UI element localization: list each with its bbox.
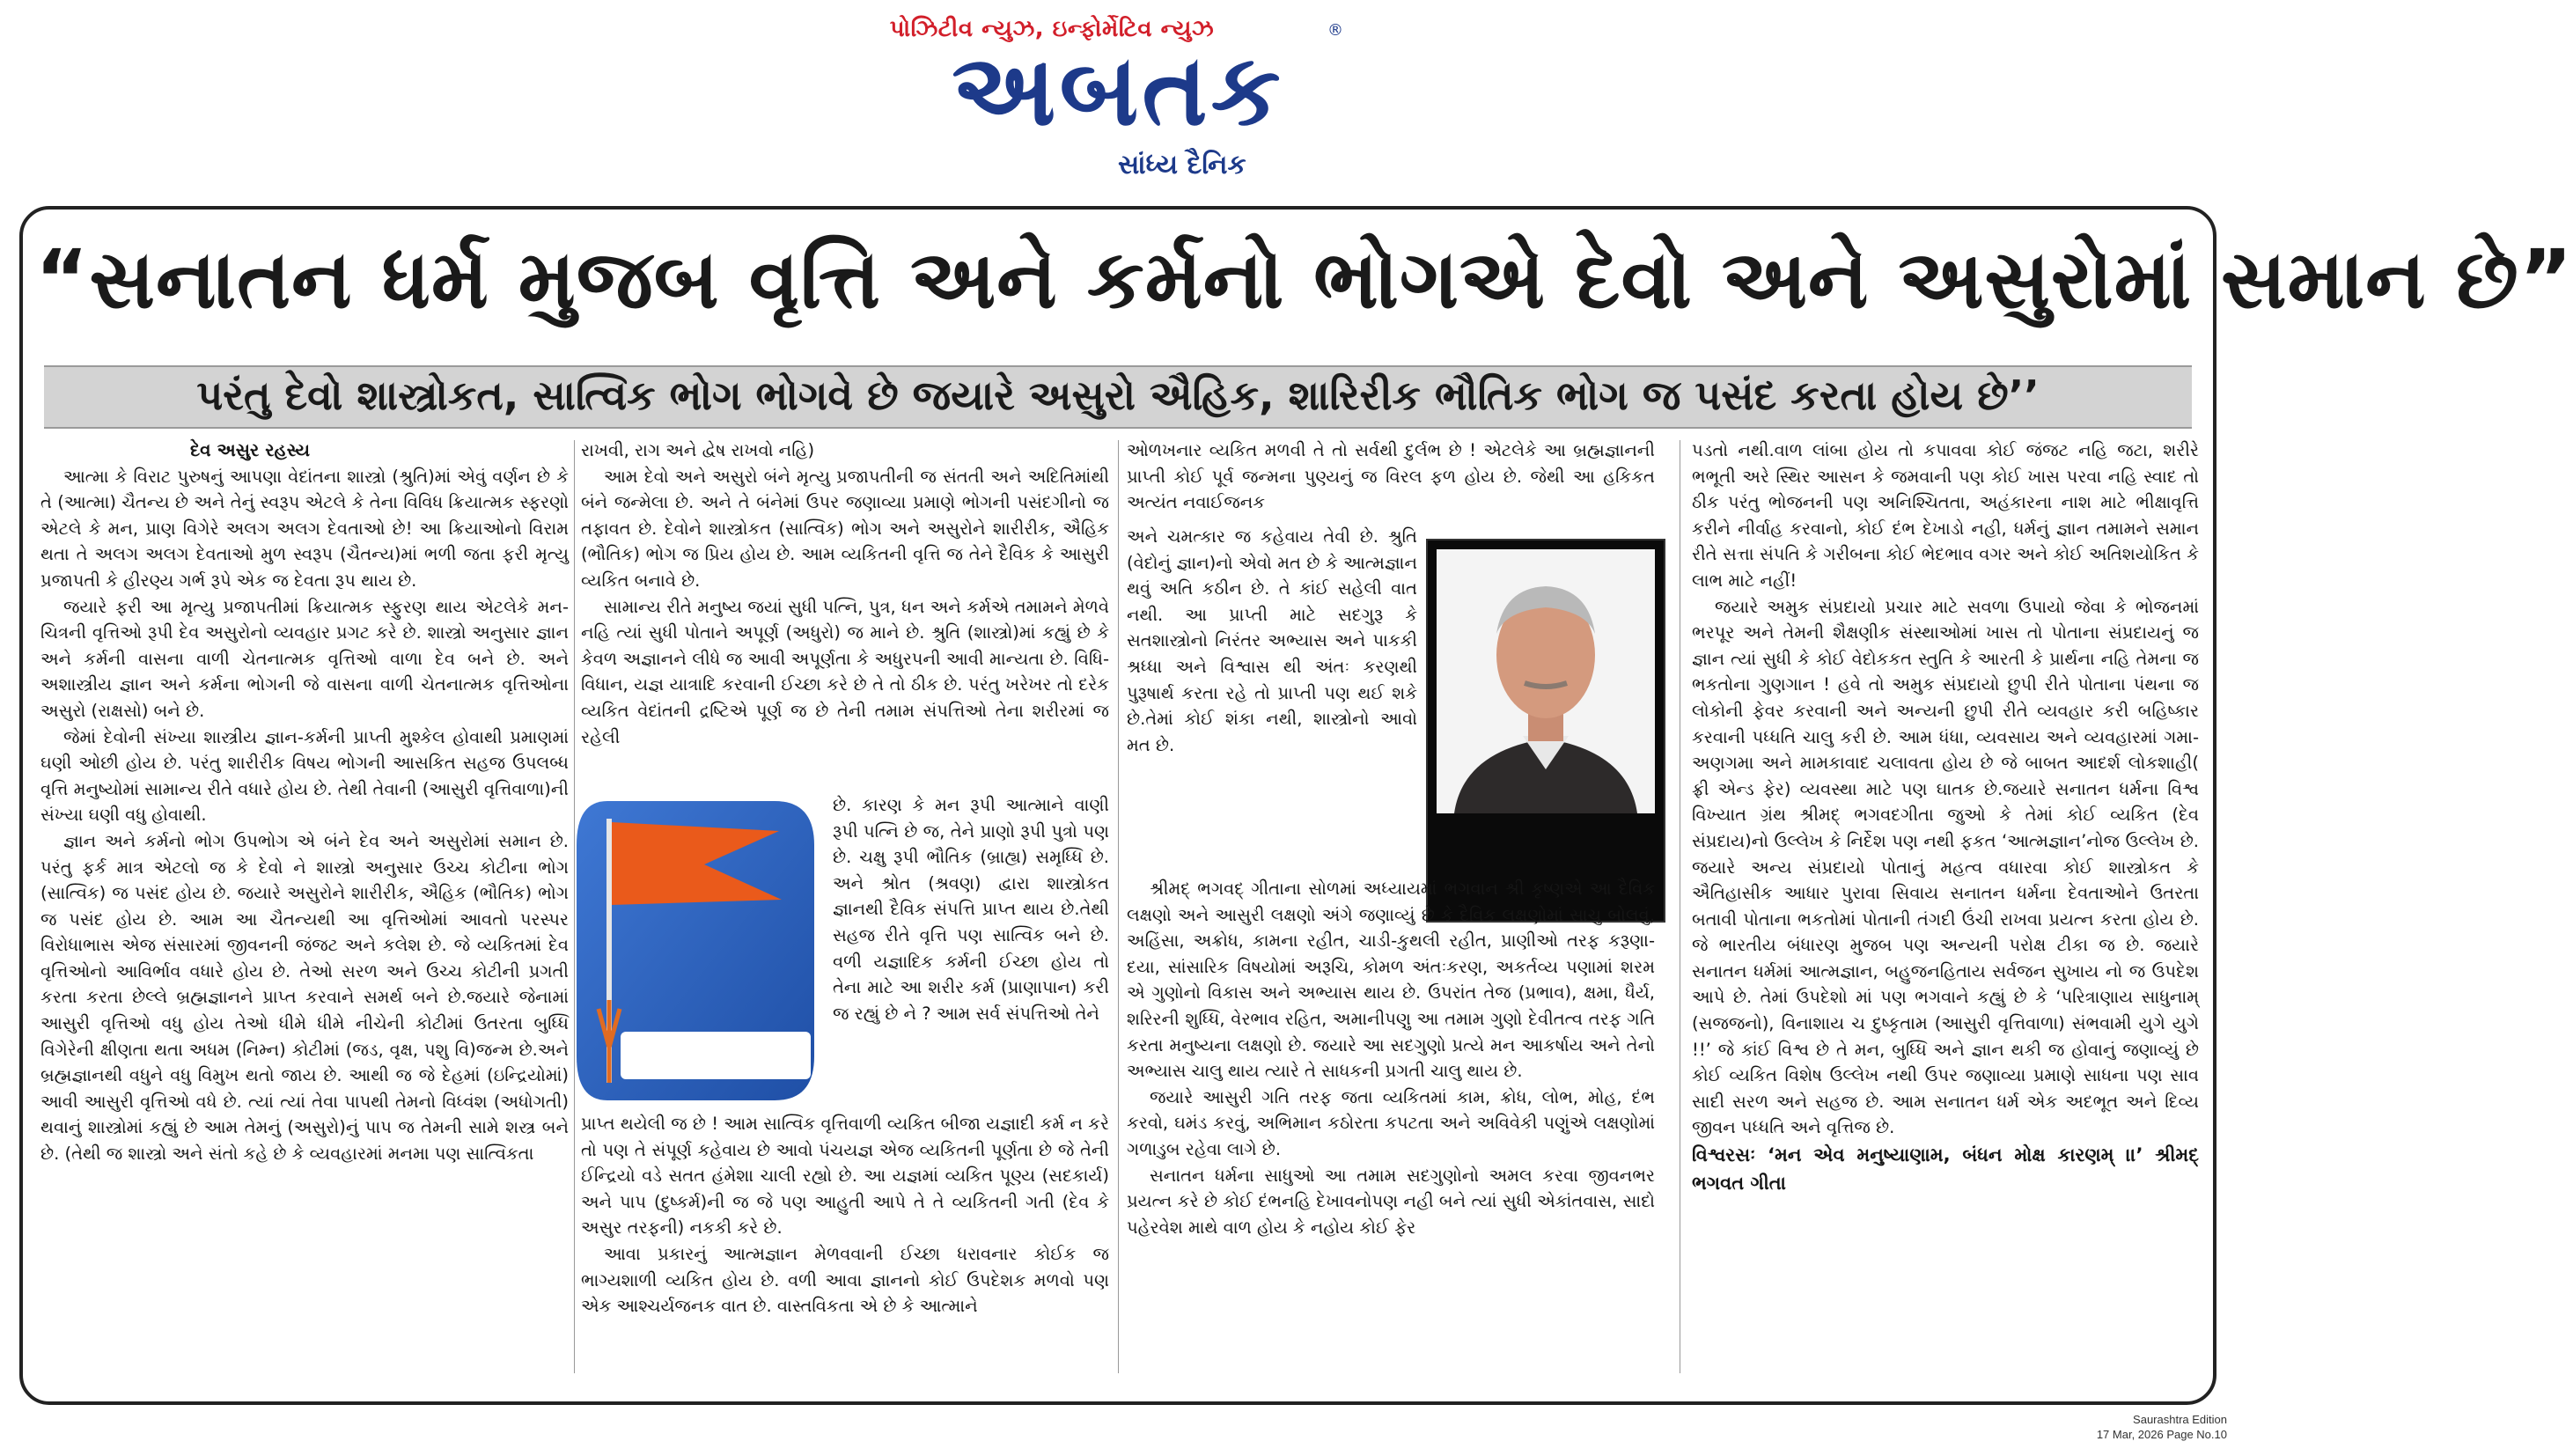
article-column-2-side bbox=[833, 792, 1109, 1109]
paragraph: છે. કારણ કે મન રૂપી આત્માને વાણી રૂપી પત્નિ છે જ, તેને પ્રાણો રૂપી પુત્રો પણ છે. ચક્ષુ રૂપી ભૌતિક (બ્રાહ્ય) સમૃધ્ધિ છે. અને શ્રોત (શ્રવણ) દ્વારા શાસ્ત્રોકત જ્ઞાનથી દૈવિક સંપત્તિ પ્રાપ્ત થાય છે.તેથી સહજ રીતે વૃત્તિ પણ સાત્વિક બને છે. વળી યજ્ઞાદિક કર્મની ઈચ્છા હોય તો તેના માટે આ શરીર કર્મ (પ્રાણાપાન) કરી જ રહ્યું છે ને ? આમ સર્વ સંપત્તિઓ તેને bbox=[833, 795, 1109, 1024]
masthead-subtitle: સાંધ્ય દૈનિક bbox=[1118, 150, 1246, 180]
paragraph: જયારે ફરી આ મૃત્યુ પ્રજાપતીમાં ક્રિયાત્મક સ્ફુરણ થાય એટલેકે મન-ચિત્રની વૃત્તિઓ રૂપી દેવ અસુરોનો વ્યવહાર પ્રગટ કરે છે. શાસ્ત્રો અનુસાર જ્ઞાન અને કર્મની વાસના વાળી ચેતનાત્મક વૃત્તિઓ વાળા દેવ બને છે. અને અશાસ્ત્રીય જ્ઞાન અને કર્મના ભોગની જે વાસના વાળી ચેતનાત્મક વૃત્તિઓના અસુરો (રાક્ષસો) બને છે. bbox=[40, 596, 569, 721]
paragraph: ઓળખનાર વ્યકિત મળવી તે તો સર્વથી દુર્લભ છે ! એટલેકે આ બ્રહ્મજ્ઞાનની પ્રાપ્તી કોઈ પૂર્વ જન્મના પુણ્યનું જ વિરલ ફળ હોય છે. જેથી આ હકિકત અત્યંત નવાઈજનક bbox=[1127, 440, 1655, 513]
article-headline: “સનાતન ધર્મ મુજબ વૃત્તિ અને કર્મનો ભોગએ દેવો અને અસુરોમાં સમાન છે” bbox=[35, 232, 2573, 327]
paragraph: આત્મા કે વિરાટ પુરુષનું આપણા વેદાંતના શાસ્ત્રો (શ્રુતિ)માં એવું વર્ણન છે કે તે (આત્મા) ચૈતન્ય છે અને તેનું સ્વરૂપ એટલે કે તેના વિવિધ ક્રિયાત્મક સ્ફરણો એટલે કે મન, પ્રાણ વિગેરે અલગ અલગ દેવતાઓ છે! આ ક્રિયાઓનો વિરામ થતા તે અલગ અલગ દેવતાઓ મુળ સ્વરૂપ (ચૈતન્ય)માં ભળી જતા ફરી મૃત્યુ પ્રજાપતી કે હીરણ્ય ગર્ભ રૂપે એક જ દેવતા રૂપ થાય છે. bbox=[40, 466, 569, 591]
article-column-1 bbox=[40, 438, 569, 1371]
paragraph: પ્રાપ્ત થયેલી જ છે ! આમ સાત્વિક વૃત્તિવાળી વ્યકિત બીજા યજ્ઞાદી કર્મ ન કરે તો પણ તે સંપૂર્ણ કહેવાય છે આવો પંચયજ્ઞ એજ વ્યકિતની પૂર્ણતા છે જે તેની ઈન્દ્રિયો વડે સતત હંમેશા ચાલી રહ્યો છે. આ યજ્ઞમાં વ્યકિત પૂણ્ય (સદકાર્ય) અને પાપ (દુષ્કર્મ)ની જ જે પણ આહુતી આપે તે તે વ્યકિતની ગતી (દેવ કે અસુર તરફની) નકકી કરે છે. bbox=[581, 1114, 1109, 1239]
sanatan-badge-graphic bbox=[572, 792, 827, 1109]
paragraph: સામાન્ય રીતે મનુષ્ય જયાં સુધી પત્નિ, પુત્ર, ધન અને કર્મએ તમામને મેળવે નહિ ત્યાં સુધી પોતાને અપૂર્ણ (અધુરો) જ માને છે. શ્રુતિ (શાસ્ત્રો)માં કહ્યું છે કે કેવળ અજ્ઞાનને લીધે જ આવી અપૂર્ણતા કે અધુરપની આવી માન્યતા છે. વિધિ-વિધાન, યજ્ઞ યાત્રાદિ કરવાની ઈચ્છા કરે છે તે તો ઠીક છે. પરંતુ ખરેખર તો દરેક વ્યકિત વેદાંતની દ્રષ્ટિએ પૂર્ણ જ છે તેની તમામ સંપત્તિઓ તેના શરીરમાં જ રહેલી bbox=[581, 596, 1109, 747]
date-page-label: 17 Mar, 2026 Page No.10 bbox=[2096, 1428, 2227, 1441]
author-box bbox=[1426, 539, 1665, 923]
paragraph: જ્ઞાન અને કર્મનો ભોગ ઉપભોગ એ બંને દેવ અને અસુરોમાં સમાન છે. પરંતુ ફર્ક માત્ર એટલો જ કે દેવો ને શાસ્ત્રો અનુસાર ઉચ્ચ કોટીના ભોગ (સાત્વિક) જ પસંદ હોય છે. જયારે અસુરોને શારીરીક, ઐહિક (ભૌતિક) ભોગ જ પસંદ હોય છે. આમ આ ચૈતન્યથી આ વૃત્તિઓમાં આવતો પરસ્પર વિરોધાભાસ એજ સંસારમાં જીવનની જંજટ અને કલેશ છે. જે વ્યકિતમાં દેવ વૃત્તિઓનો આવિર્ભાવ વધારે હોય છે. તેઓ સરળ અને ઉચ્ચ કોટીની પ્રગતી કરતા કરતા છેલ્લે બ્રહ્મજ્ઞાનને પ્રાપ્ત કરવાને સમર્થ બને છે.જયારે જેનામાં આસુરી વૃત્તિઓ વધુ હોય તેઓ ધીમે ધીમે નીચેની કોટીમાં ઉતરતા બુધ્ધિ વિગેરેની ક્ષીણતા થતા અધમ (નિમ્ન) કોટીમાં (જડ, વૃક્ષ, પશુ વિ)જન્મ છે.અને બ્રહ્મજ્ઞાનથી વધુને વધુ વિમુખ થતો જાય છે. આથી જ જે દેહમાં (ઇન્દ્રિયોમાં) આવી આસુરી વૃત્તિઓ વધે છે. ત્યાં ત્યાં તેવા પાપથી તેમનો વિધ્વંશ (અધોગતી) થવાનું શાસ્ત્રોમાં કહ્યું છે આમ તેમનું (અસુરો)નું પાપ જ તેમની સામે શસ્ત્ર બને છે. (તેથી જ શાસ્ત્રો અને સંતો કહે છે કે વ્યવહારમાં મનમા પણ સાત્વિકતા bbox=[40, 830, 569, 1165]
paragraph: આવા પ્રકારનું આત્મજ્ઞાન મેળવવાની ઈચ્છા ધરાવનાર કોઈક જ ભાગ્યશાળી વ્યકિત હોય છે. વળી આવા જ્ઞાનનો કોઈ ઉપદેશક મળવો પણ એક આશ્ચર્યજનક વાત છે. વાસ્તવિકતા એ છે કે આત્માને bbox=[581, 1243, 1109, 1317]
article-column-3-side bbox=[1127, 524, 1417, 876]
paragraph: રાખવી, રાગ અને દ્વેષ રાખવો નહિ) bbox=[581, 440, 815, 460]
section-heading: દેવ અસુર રહસ્ય bbox=[190, 439, 311, 460]
article-column-4 bbox=[1692, 438, 2199, 1371]
paragraph: અને ચમત્કાર જ કહેવાય તેવી છે. શ્રુતિ (વેદોનું જ્ઞાન)નો એવો મત છે કે આત્મજ્ઞાન થવું અતિ કઠીન છે. તે કાંઈ સહેલી વાત નથી. આ પ્રાપ્તી માટે સદગુરૂ કે સતશાસ્ત્રોનો નિરંતર અભ્યાસ અને પાકકી શ્રધ્ધા અને વિશ્વાસ થી અંતઃ કરણથી પુરૂષાર્થ કરતા રહે તો પ્રાપ્તી પણ થઈ શકે છે.તેમાં કોઈ શંકા નથી, શાસ્ત્રોનો આવો મત છે. bbox=[1127, 526, 1417, 755]
article-column-3-bottom bbox=[1127, 876, 1655, 1378]
paragraph: જેમાં દેવોની સંખ્યા શાસ્ત્રીય જ્ઞાન-કર્મની પ્રાપ્તી મુશ્કેલ હોવાથી પ્રમાણમાં ઘણી ઓછી હોય છે. પરંતુ શારીરીક વિષય ભોગની આસકિત સહજ ઉપલબ્ધ વૃત્તિ મનુષ્યોમાં સામાન્ય રીતે વધારે હોય છે. તેથી તેવાની (આસુરી વૃત્તિવાળા)ની સંખ્યા ઘણી વધુ હોવાથી. bbox=[40, 726, 569, 826]
newspaper-logo: અબતક bbox=[952, 33, 1284, 148]
registered-mark: ® bbox=[1327, 21, 1343, 40]
article-column-2-bottom bbox=[581, 1111, 1109, 1375]
paragraph: શ્રીમદ્ ભગવદ્ ગીતાના સોળમાં અધ્યાયમાં ભગવાન શ્રી કૃષ્ણએ આ દૈવિક લક્ષણો અને આસુરી લક્ષણો અંગે જણાવ્યું છે કે દૈવિક લક્ષણોમાં સાચુ બોલવું, અહિંસા, અક્રોધ, કામના રહીત, ચાડી-કુથલી રહીત, પ્રાણીઓ તરફ કરૂણા-દયા, સાંસારિક વિષયોમાં અરૂચિ, કોમળ અંતઃકરણ, અકર્તવ્ય પણામાં શરમ એ ગુણોનો વિકાસ અને અભ્યાસ થાય છે. ઉપરાંત તેજ (પ્રભાવ), ક્ષમા, ધૈર્ય, શરિરની શુધ્ધિ, વેરભાવ રહિત, અમાનીપણુ આ તમામ ગુણો દેવીતત્વ તરફ ગતિ કરતા મનુષ્યના લક્ષણો છે. જયારે આ સદગુણો પ્રત્યે મન આકર્ષાય અને તેનો અભ્યાસ ચાલુ થાય ત્યારે તે સાધકની પ્રગતી ચાલુ થાય છે. bbox=[1127, 879, 1655, 1082]
paragraph: આમ દેવો અને અસુરો બંને મૃત્યુ પ્રજાપતીની જ સંતતી અને અદિતિમાંથી બંને જન્મેલા છે. અને તે બંનેમાં ઉપર જણાવ્યા પ્રમાણે ભોગની પસંદગીનો જ તફાવત છે. દેવોને શાસ્ત્રોકત (સાત્વિક) ભોગ અને અસુરોને શારીરીક, ઐહિક (ભૌતિક) ભોગ જ પ્રિય હોય છે. આમ વ્યકિતની વૃત્તિ જ તેને દૈવિક કે આસુરી વ્યકિત બનાવે છે. bbox=[581, 466, 1109, 591]
closing-quote: વિશ્વરસઃ ‘મન એવ મનુષ્યાણામ, બંધન મોક્ષ કારણમ્ ।।’ શ્રીમદ્ ભગવત ગીતા bbox=[1692, 1144, 2199, 1195]
article-subheadline: પરંતુ દેવો શાસ્ત્રોકત, સાત્વિક ભોગ ભોગવે છે જયારે અસુરો ઐહિક, શારિરીક ભૌતિક ભોગ જ પસંદ કરતા હોય છે’’ bbox=[196, 371, 2040, 419]
column-divider bbox=[1118, 440, 1119, 1373]
paragraph: સનાતન ધર્મના સાધુઓ આ તમામ સદગુણોનો અમલ કરવા જીવનભર પ્રયત્ન કરે છે કોઈ દંભનહિ દેખાવનોપણ નહી બને ત્યાં સુધી એકાંતવાસ, સાદો પહેરવેશ માથે વાળ હોય કે નહોય કોઈ ફેર bbox=[1127, 1165, 1655, 1238]
paragraph: જયારે આસુરી ગતિ તરફ જતા વ્યકિતમાં કામ, ક્રોધ, લોભ, મોહ, દંભ કરવો, ઘમંડ કરવું, અભિમાન કઠોરતા કપટતા અને અવિવેકી પણુંએ લક્ષણોમાં ગળાડુબ રહેવા લાગે છે. bbox=[1127, 1086, 1655, 1159]
paragraph: પડતો નથી.વાળ લાંબા હોય તો કપાવવા કોઈ જંજટ નહિ જટા, શરીરે ભભૂતી અરે સ્થિર આસન કે જમવાની પણ કોઈ ખાસ પરવા નહિ સ્વાદ તો ઠીક પરંતુ ભોજનની પણ અનિશ્ચિતતા, અહંકારના નાશ માટે ભીક્ષાવૃત્તિ કરીને નીર્વાહ કરવાનો, કોઈ દંભ દેખાડો નહી, ધર્મનું જ્ઞાન તમામને સમાન રીતે સત્તા સંપતિ કે ગરીબના કોઈ ભેદભાવ વગર અને કોઈ અતિશયોકિત કે લાભ માટે નહીં! bbox=[1692, 440, 2199, 591]
masthead bbox=[0, 0, 2238, 202]
edition-label: Saurashtra Edition bbox=[2133, 1413, 2227, 1426]
masthead-tagline: પોઝિટીવ ન્યુઝ, ઇન્ફોર્મેટિવ ન્યુઝ bbox=[889, 16, 1215, 42]
paragraph: જયારે અમુક સંપ્રદાયો પ્રચાર માટે સવળા ઉપાયો જેવા કે ભોજનમાં ભરપૂર અને તેમની શૈક્ષણીક સંસ્થાઓમાં ખાસ તો પોતાના સંપ્રદાયનું જ જ્ઞાન ત્યાં સુધી કે કોઈ વેદોકકત સ્તુતિ કે આરતી કે પ્રાર્થના નહિ તેમના જ ભકતોના ગુણગાન ! હવે તો અમુક સંપ્રદાયો છુપી રીતે પોતાના પંથના જ લોકોની ફેવર કરવાની અને અન્યની છુપી રીતે વ્યવહાર કરી બહિષ્કાર કરવાની પધ્ધતિ ચાલુ કરી છે. આમ ધંધા, વ્યવસાય અને વ્યવહારમાં ગમા-અણગમા અને મામકાવાદ ચલાવતા હોય છે જે બાબત આદર્શ લોકશાહી( ફ્રી એન્ડ ફેર) વ્યવસ્થા માટે પણ ઘાતક છે.જયારે સનાતન ધર્મના વિશ્વ વિખ્યાત ગ્રંથ શ્રીમદ્ ભગવદગીતા જુઓ કે તેમાં કોઈ વ્યકિત (દેવ સંપ્રદાય)નો ઉલ્લેખ કે નિર્દેશ પણ નથી ફકત ‘આત્મજ્ઞાન’નોજ ઉલ્લેખ છે. જયારે અન્ય સંપ્રદાયો પોતાનું મહત્વ વધારવા કોઈ શાસ્ત્રોકત કે ઐતિહાસીક આધાર પુરાવા સિવાય સનાતન ધર્મના દેવતાઓને ઉતરતા બતાવી પોતાના ભકતોમાં પોતાની તંગદી ઉંચી રાખવા પ્રયત્ન કરતા હોય છે. જે ભારતીય બંધારણ મુજબ પણ અન્યની પરોક્ષ ટીકા જ છે. જયારે સનાતન ધર્મમાં આત્મજ્ઞાન, બહુજનહિતાય સર્વજન સુખાય નો જ ઉપદેશ આપે છે. તેમાં ઉપદેશો માં પણ ભગવાને કહ્યું છે કે ‘પરિત્રાણાય સાધુનામ્ (સજજનો), વિનાશાય ચ દુષ્કૃતામ (આસુરી વૃત્તિવાળા) સંભવામી યુગે યુગે !!’ જે કાંઈ વિશ્વ છે તે મન, બુધ્ધિ અને જ્ઞાન થકી જ હોવાનું જણાવ્યું છે કોઈ વ્યકિત વિશેષ ઉલ્લેખ નથી ઉપર જણાવ્યા પ્રમાણે સાધના પણ સાવ સાદી સરળ અને સહજ છે. આમ સનાતન ધર્મ એક અદભૂત અને દિવ્ય જીવન પધ્ધતિ અને વૃત્તિજ છે. bbox=[1692, 596, 2199, 1138]
article-column-2-top bbox=[581, 438, 1109, 791]
author-photo bbox=[1437, 549, 1655, 813]
page-footer bbox=[2051, 1412, 2227, 1442]
article-column-3-top bbox=[1127, 438, 1655, 524]
